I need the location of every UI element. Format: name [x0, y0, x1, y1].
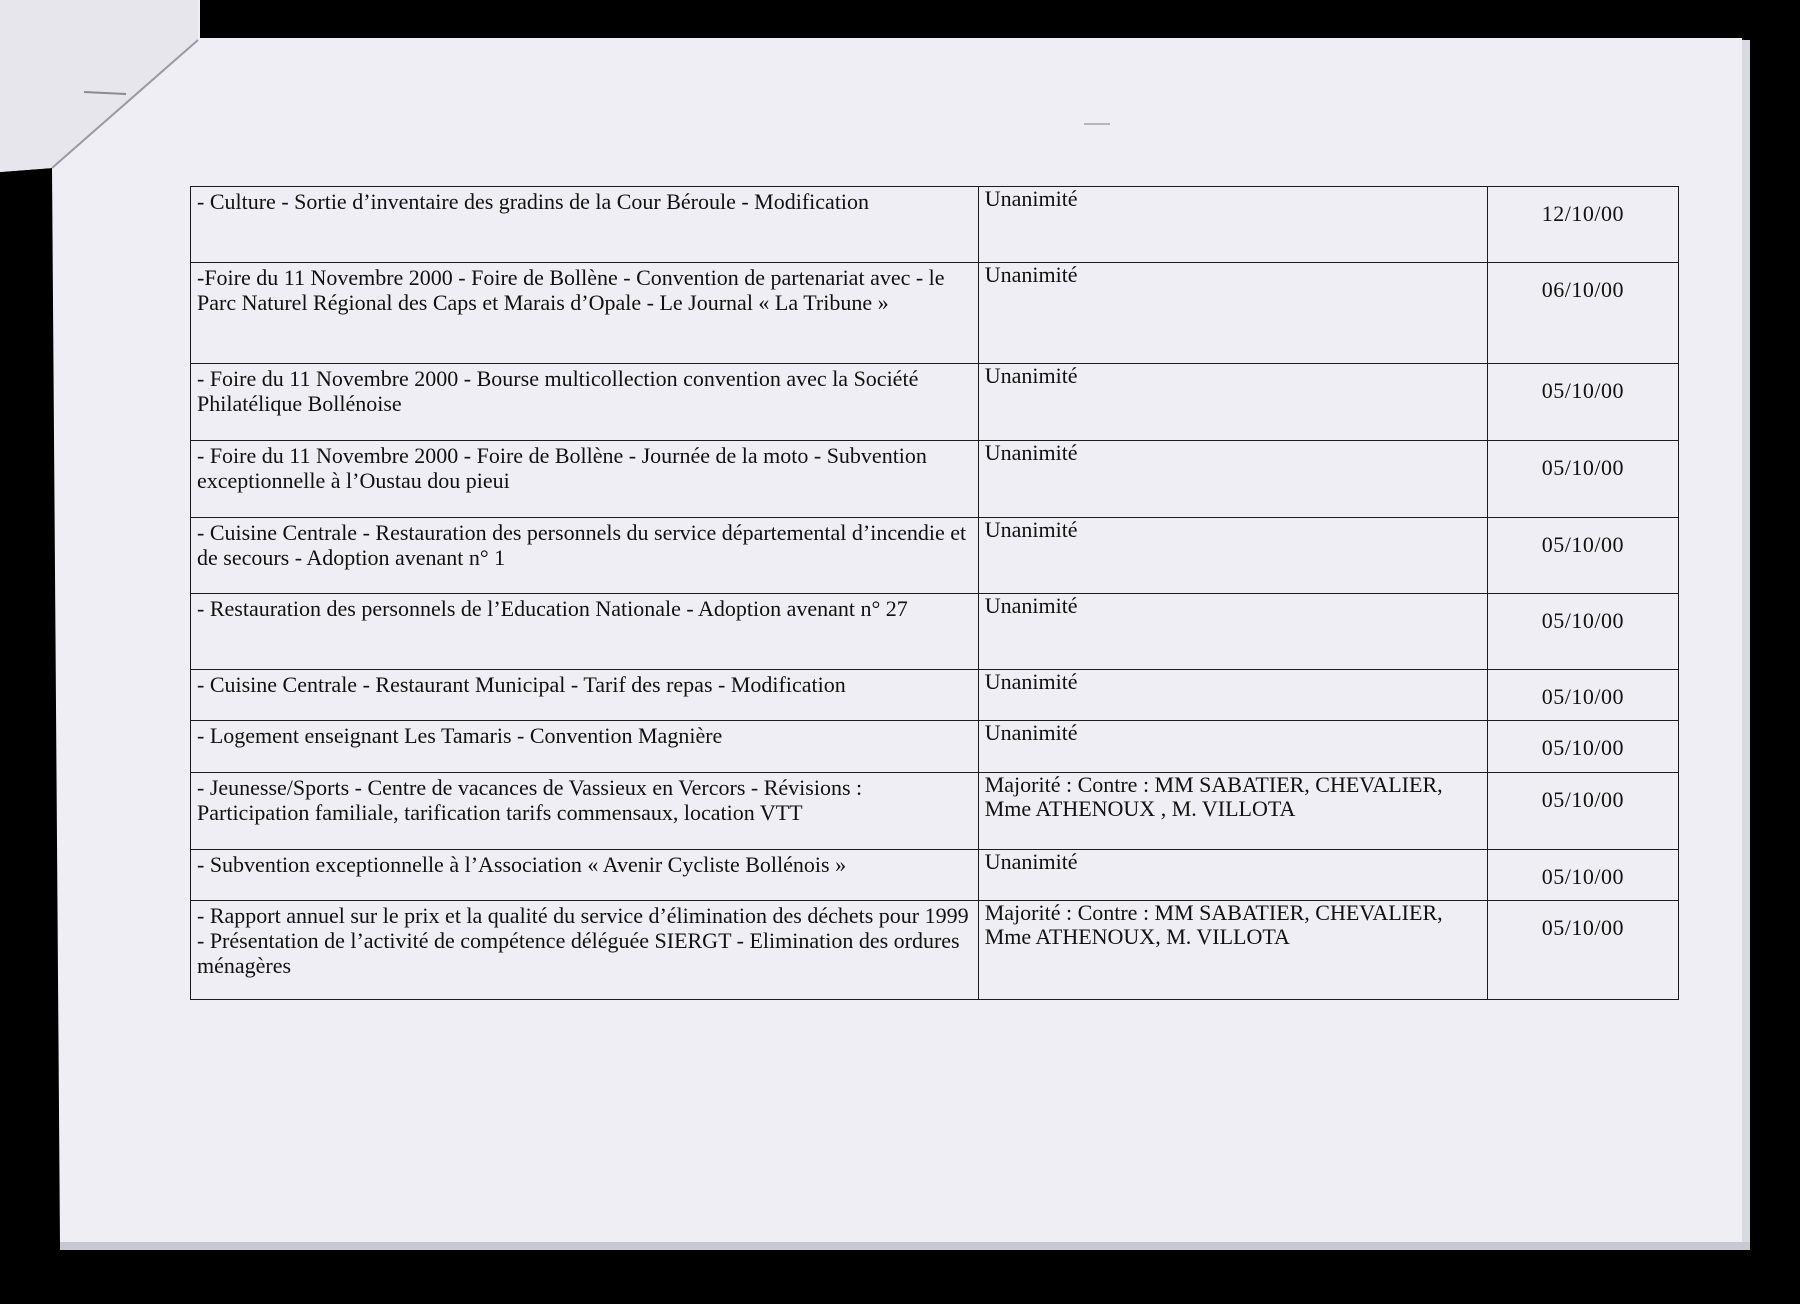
subject-cell: - Jeunesse/Sports - Centre de vacances de Vassieux en Vercors - Révisions : Participation familiale, tarification tarifs commensaux, location VTT	[191, 773, 979, 850]
paper-sheet-second-edge	[1742, 40, 1750, 1248]
subject-cell: - Foire du 11 Novembre 2000 - Foire de Bollène - Journée de la moto - Subvention exceptionnelle à l’Oustau dou pieui	[191, 441, 979, 518]
table-row	[191, 364, 1679, 441]
date-cell: 12/10/00	[1487, 187, 1678, 263]
vote-cell: Unanimité	[978, 441, 1487, 518]
date-cell: 05/10/00	[1487, 901, 1678, 1000]
date-cell: 05/10/00	[1487, 518, 1678, 594]
subject-cell: - Cuisine Centrale - Restauration des personnels du service départemental d’incendie et de secours - Adoption avenant n° 1	[191, 518, 979, 594]
date-cell: 05/10/00	[1487, 364, 1678, 441]
vote-cell: Unanimité	[978, 364, 1487, 441]
table-row	[191, 773, 1679, 850]
date-cell: 05/10/00	[1487, 441, 1678, 518]
vote-cell: Unanimité	[978, 721, 1487, 773]
table-row	[191, 263, 1679, 364]
table-row	[191, 441, 1679, 518]
subject-cell: - Culture - Sortie d’inventaire des gradins de la Cour Béroule - Modification	[191, 187, 979, 263]
paper-sheet-bottom-shadow	[60, 1242, 1750, 1250]
table-row	[191, 187, 1679, 263]
date-cell: 05/10/00	[1487, 594, 1678, 670]
vote-cell: Unanimité	[978, 594, 1487, 670]
vote-cell: Unanimité	[978, 670, 1487, 721]
table-row	[191, 670, 1679, 721]
table-row	[191, 850, 1679, 901]
vote-cell: Unanimité	[978, 263, 1487, 364]
vote-cell: Unanimité	[978, 850, 1487, 901]
vote-cell: Unanimité	[978, 518, 1487, 594]
date-cell: 06/10/00	[1487, 263, 1678, 364]
vote-cell: Majorité : Contre : MM SABATIER, CHEVALIER, Mme ATHENOUX , M. VILLOTA	[978, 773, 1487, 850]
subject-cell: - Subvention exceptionnelle à l’Association « Avenir Cycliste Bollénois »	[191, 850, 979, 901]
table-row	[191, 721, 1679, 773]
subject-cell: -Foire du 11 Novembre 2000 - Foire de Bollène - Convention de partenariat avec - le Parc Naturel Régional des Caps et Marais d’Opale - Le Journal « La Tribune »	[191, 263, 979, 364]
table-row	[191, 518, 1679, 594]
table-row	[191, 594, 1679, 670]
vote-cell: Majorité : Contre : MM SABATIER, CHEVALIER, Mme ATHENOUX, M. VILLOTA	[978, 901, 1487, 1000]
date-cell: 05/10/00	[1487, 670, 1678, 721]
deliberation-table	[190, 186, 1679, 1000]
date-cell: 05/10/00	[1487, 850, 1678, 901]
subject-cell: - Rapport annuel sur le prix et la qualité du service d’élimination des déchets pour 1999 - Présentation de l’activité de compétence déléguée SIERGT - Elimination des ordures ménagères	[191, 901, 979, 1000]
subject-cell: - Logement enseignant Les Tamaris - Convention Magnière	[191, 721, 979, 773]
subject-cell: - Cuisine Centrale - Restaurant Municipal - Tarif des repas - Modification	[191, 670, 979, 721]
date-cell: 05/10/00	[1487, 721, 1678, 773]
subject-cell: - Restauration des personnels de l’Education Nationale - Adoption avenant n° 27	[191, 594, 979, 670]
date-cell: 05/10/00	[1487, 773, 1678, 850]
vote-cell: Unanimité	[978, 187, 1487, 263]
subject-cell: - Foire du 11 Novembre 2000 - Bourse multicollection convention avec la Société Philatélique Bollénoise	[191, 364, 979, 441]
deliberation-table-body	[191, 187, 1679, 1000]
table-row	[191, 901, 1679, 1000]
